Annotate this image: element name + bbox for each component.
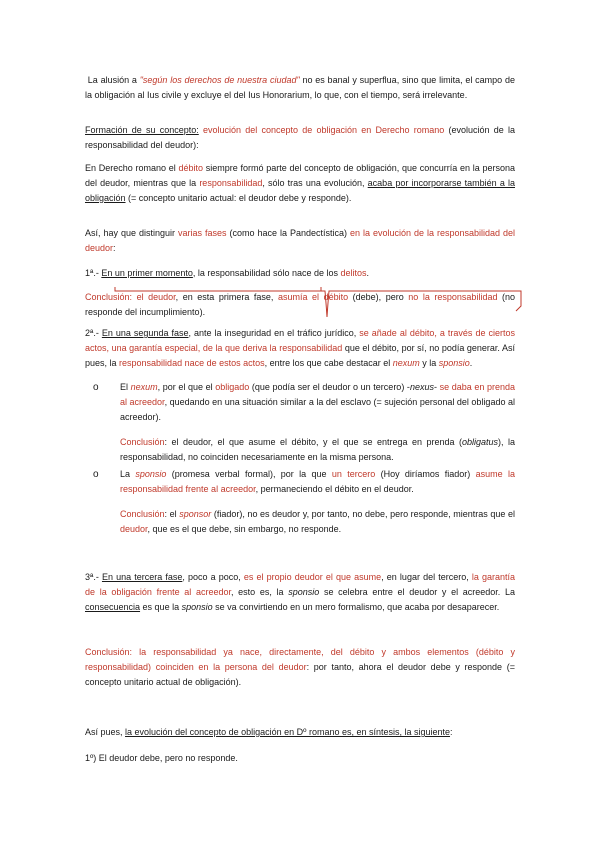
conclusion-final-highlight: Conclusión: la responsabilidad ya nace, directamente, del débito y ambos elementos (débito y responsabilidad) coinciden en la persona del deudor: [85, 647, 515, 672]
sponsio-term: sponsio: [288, 587, 320, 597]
fase1-title: En un primer momento: [101, 268, 193, 278]
varias-fases: varias fases: [177, 228, 227, 238]
fase2-highlight: se añade al débito, a través de ciertos actos, una garantía especial, de la que deriva la responsabilidad: [85, 328, 515, 353]
derecho-text: (= concepto unitario actual: el deudor debe y responde).: [125, 193, 352, 203]
conclusion-sponsio: [120, 507, 515, 537]
concl-sponsio-text: : el: [164, 509, 180, 519]
deudor-term: deudor: [120, 524, 148, 534]
fase2-paragraph: [85, 326, 515, 371]
fase3-highlight: es el propio deudor el que asume: [243, 572, 382, 582]
fase3-text: , esto es, la: [231, 587, 289, 597]
fase3-paragraph: [85, 570, 515, 615]
intro-text: La alusión a: [87, 75, 140, 85]
term-delitos: delitos: [340, 268, 367, 278]
asi-text: (como hace la Pandectística): [226, 228, 350, 238]
resumen-text: :: [450, 727, 453, 737]
concl-nexum-text: ), la responsabilidad, no coinciden necesariamente en la misma persona.: [120, 437, 515, 462]
asi-highlight: en la evolución de la responsabilidad del deudor: [85, 228, 515, 253]
concl1-highlight: no la responsabilidad: [408, 292, 498, 302]
conclusion-nexum: [120, 435, 515, 465]
tercero-term: un tercero: [331, 469, 376, 479]
derecho-paragraph: [85, 161, 515, 206]
formacion-title: Formación de su concepto:: [85, 125, 199, 135]
fase2-text: , ante la inseguridad en el tráfico jurídico,: [188, 328, 360, 338]
sponsor-term: sponsor: [179, 509, 212, 519]
conclusion-final-text: : por tanto, ahora el deudor debe y responde (= concepto unitario actual de obligación).: [85, 662, 515, 687]
concl-sponsio-text: (fiador), no es deudor y, por tanto, no debe, pero responde, mientras que el: [211, 509, 515, 519]
fase3-text: , en lugar del tercero,: [381, 572, 472, 582]
intro-quote: "según los derechos de nuestra ciudad": [139, 75, 300, 85]
obligado-term: obligado: [215, 382, 250, 392]
concl-sponsio-text: , que es el que debe, sin embargo, no responde.: [147, 524, 342, 534]
nexum-highlight: se daba en prenda al acreedor: [120, 382, 516, 407]
sponsio-text: , permaneciendo el débito en el deudor.: [255, 484, 414, 494]
term-sponsio: sponsio: [438, 358, 470, 368]
formacion-rest: (evolución de la responsabilidad del deudor):: [85, 125, 516, 150]
fase1-text: .: [366, 268, 370, 278]
resumen-text: Así pues,: [85, 727, 126, 737]
obligatus-term: obligatus: [461, 437, 498, 447]
derecho-text: siempre formó parte del concepto de obligación, que concurría en la persona del deudor, mientras que la: [85, 163, 515, 188]
intro-paragraph: [85, 73, 515, 103]
nexum-text: (que podía ser el deudor o un tercero) -: [249, 382, 410, 392]
nexum-term: nexum: [130, 382, 158, 392]
asi-text: Así, hay que distinguir: [85, 228, 178, 238]
term-responsabilidad: responsabilidad: [199, 178, 263, 188]
conclusion-label: Conclusión: [120, 509, 165, 519]
formacion-highlight: evolución del concepto de obligación en Derecho romano: [198, 125, 445, 135]
sponsio-text: La: [120, 469, 136, 479]
concl-nexum-text: : el deudor, el que asume el débito, y el que se entrega en prenda (: [164, 437, 462, 447]
sponsio-item: [120, 467, 515, 497]
nexum-text: , por el que el: [157, 382, 216, 392]
fase3-text: , poco a poco,: [182, 572, 244, 582]
conclusion-label: Conclusión: [120, 437, 165, 447]
consecuencia-term: consecuencia: [85, 602, 141, 612]
conclusion-label: Conclusión: el deudor: [85, 292, 176, 302]
concl1-text: (no responde del incumplimiento).: [85, 292, 516, 317]
fase2-highlight: responsabilidad nace de estos actos: [119, 358, 265, 368]
nexum-item: [120, 380, 515, 425]
nexus-term: nexus: [409, 382, 434, 392]
derecho-text: En Derecho romano el: [85, 163, 179, 173]
nexum-text: El: [120, 382, 131, 392]
punto1-text: 1º) El deudor debe, pero no responde.: [85, 753, 238, 763]
intro-text-rest: no es banal y superflua, sino que limita, el campo de la obligación al Ius civile y excluye el del Ius Honorarium, lo que, con el tiempo, será irrelevante.: [85, 75, 515, 100]
fase2-text: .: [469, 358, 473, 368]
red-brace-annotation: [85, 284, 530, 324]
concl1-text: (debe), pero: [348, 292, 409, 302]
punto1-paragraph: [85, 751, 515, 766]
resumen-underlined: la evolución del concepto de obligación en Dº romano es, en síntesis, la siguiente: [125, 727, 451, 737]
nexum-text: -: [433, 382, 440, 392]
fase3-number: 3ª.-: [85, 572, 102, 582]
fase2-number: 2ª.-: [85, 328, 102, 338]
fase3-title: En una tercera fase: [101, 572, 183, 582]
derecho-underlined: acaba por incorporarse también a la obligación: [85, 178, 515, 203]
fase3-text: se celebra entre el deudor y el acreedor. La: [319, 587, 516, 597]
fase1-text: , la responsabilidad sólo nace de los: [192, 268, 341, 278]
fase3-text: es que la: [140, 602, 182, 612]
bullet-nexum: o: [93, 382, 99, 393]
term-debito: débito: [178, 163, 204, 173]
sponsio-text: (Hoy diríamos fiador): [375, 469, 476, 479]
bullet-sponsio: o: [93, 469, 99, 480]
derecho-text: , sólo tras una evolución,: [262, 178, 368, 188]
concl1-highlight: asumía el débito: [277, 292, 349, 302]
formacion-heading: [85, 123, 515, 153]
sponsio-highlight: asume la responsabilidad frente al acreedor: [120, 469, 516, 494]
conclusion-final: [85, 645, 515, 690]
fase3-highlight: la garantía de la obligación frente al acreedor: [85, 572, 515, 597]
asi-paragraph: [85, 226, 515, 256]
asi-text: :: [113, 243, 116, 253]
resumen-paragraph: [85, 725, 515, 740]
nexum-text: , quedando en una situación similar a la del esclavo (= sujeción personal del obligado al acreedor).: [120, 397, 515, 422]
fase1-number: 1ª.-: [85, 268, 102, 278]
fase3-text: se va convirtiendo en un mero formalismo, que acaba por desaparecer.: [212, 602, 500, 612]
sponsio-term: sponsio: [135, 469, 167, 479]
concl1-text: , en esta primera fase,: [175, 292, 278, 302]
fase2-title: En una segunda fase: [101, 328, 189, 338]
fase1-paragraph: [85, 266, 515, 281]
term-nexum: nexum: [392, 358, 420, 368]
sponsio-text: (promesa verbal formal), por la que: [166, 469, 332, 479]
sponsio-term: sponsio: [181, 602, 213, 612]
fase2-text: que el débito, por sí, no podía generar. Así pues, la: [85, 343, 516, 368]
fase2-text: , entre los que cabe destacar el: [264, 358, 393, 368]
fase2-text: y la: [419, 358, 439, 368]
